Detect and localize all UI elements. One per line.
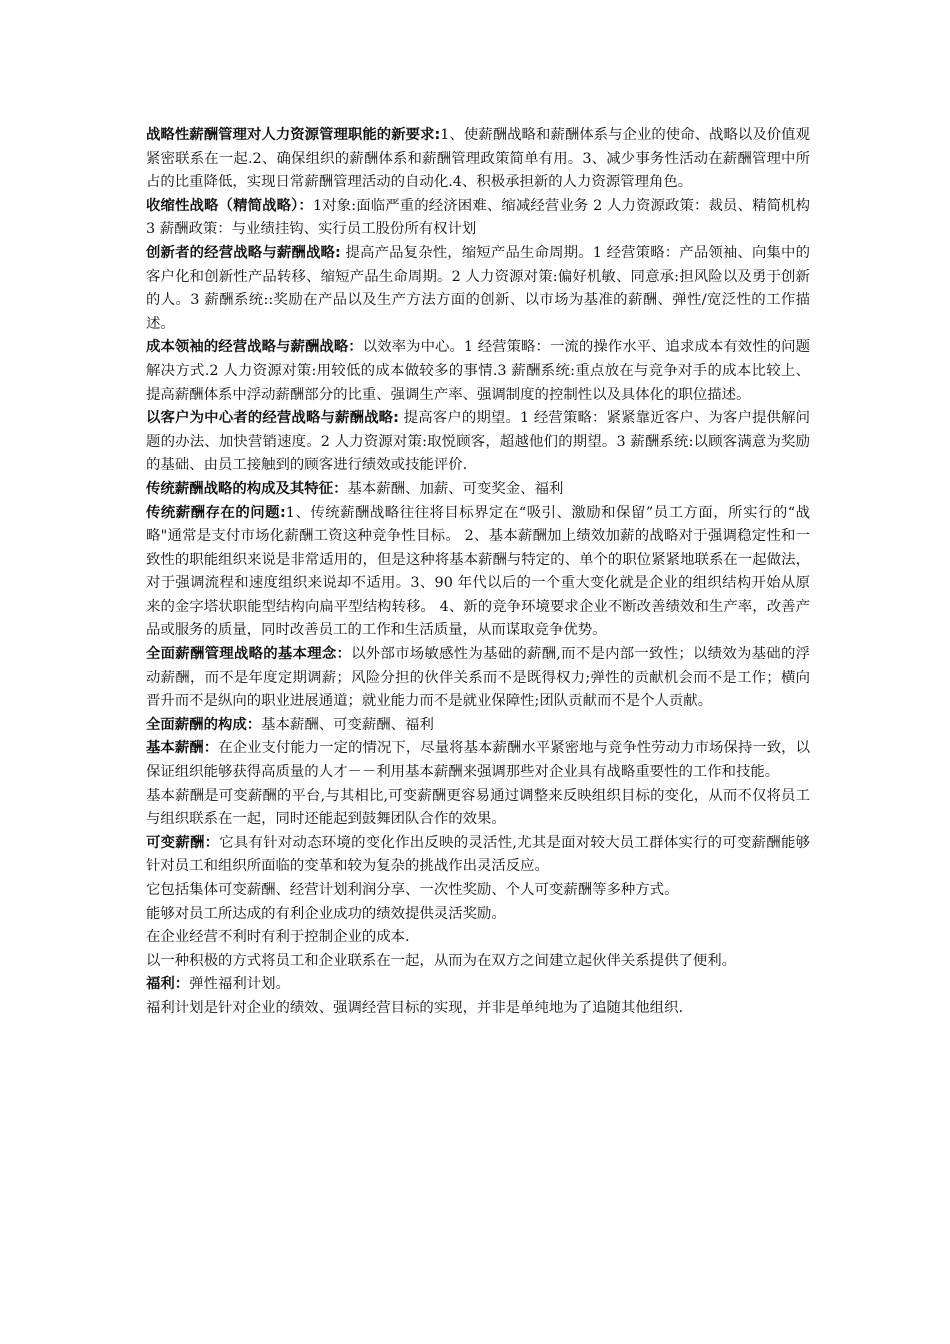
paragraph-text: 提高客户的期望。1 经营策略：紧紧靠近客户、为客户提供解问题的办法、加快营销速度。2 人力资源对策:取悦顾客，超越他们的期望。3 薪酬系统:以顾客满意为奖励的基础、由员工接触到的顾客进行绩效或技能评价. xyxy=(146,410,810,474)
paragraph-total-rewards-philosophy xyxy=(146,643,810,714)
paragraph-benefits-plan xyxy=(146,997,810,1021)
paragraph-variable-pay-benefit-2 xyxy=(146,926,810,950)
paragraph-term: 可变薪酬： xyxy=(146,834,220,851)
paragraph-text: 基本薪酬是可变薪酬的平台,与其相比,可变薪酬更容易通过调整来反映组织目标的变化，从而不仅将员工与组织联系在一起，同时还能起到鼓舞团队合作的效果。 xyxy=(146,787,810,828)
paragraph-variable-pay xyxy=(146,832,810,879)
paragraph-text: 提高产品复杂性，缩短产品生命周期。1 经营策略：产品领袖、向集中的客户化和创新性产品转移、缩短产品生命周期。2 人力资源对策:偏好机敏、同意承:担风险以及勇于创新的人。3 薪酬系统::奖励在产品以及生产方法方面的创新、以市场为基准的薪酬、弹性/宽泛性的工作描述。 xyxy=(146,244,810,332)
paragraph-text: 弹性福利计划。 xyxy=(189,976,290,993)
paragraph-text: 以外部市场敏感性为基础的薪酬,而不是内部一致性；以绩效为基础的浮动薪酬，而不是年度定期调薪；风险分担的伙伴关系而不是既得权力;弹性的贡献机会而不是工作；横向晋升而不是纵向的职业进展通道；就业能力而不是就业保障性;团队贡献而不是个人贡献。 xyxy=(146,646,810,710)
paragraph-term: 收缩性战略（精简战略）： xyxy=(146,197,313,214)
paragraph-cost-leader-strategy xyxy=(146,336,810,407)
paragraph-term: 福利： xyxy=(146,976,190,993)
paragraph-innovator-strategy xyxy=(146,242,810,336)
paragraph-term: 创新者的经营战略与薪酬战略: xyxy=(146,244,341,261)
paragraph-retrenchment-strategy xyxy=(146,195,810,242)
paragraph-base-pay-platform xyxy=(146,785,810,832)
paragraph-text: 以一种积极的方式将员工和企业联系在一起，从而为在双方之间建立起伙伴关系提供了便利。 xyxy=(146,952,737,969)
paragraph-text: 基本薪酬、加薪、可变奖金、福利 xyxy=(347,480,564,497)
paragraph-text: 1、使薪酬战略和薪酬体系与企业的使命、战略以及价值观紧密联系在一起.2、确保组织的薪酬体系和薪酬管理政策简单有用。3、减少事务性活动在薪酬管理中所占的比重降低，实现日常薪酬管理活动的自动化.4、积极承担新的人力资源管理角色。 xyxy=(146,127,810,191)
paragraph-text: 以效率为中心。1 经营策略：一流的操作水平、追求成本有效性的问题解决方式.2 人力资源对策:用较低的成本做较多的事情.3 薪酬系统:重点放在与竞争对手的成本比较上、提高薪酬体系中浮动薪酬部分的比重、强调生产率、强调制度的控制性以及具体化的职位描述。 xyxy=(146,339,810,403)
paragraph-variable-pay-benefit-1 xyxy=(146,903,810,927)
paragraph-text: 它具有针对动态环境的变化作出反映的灵活性,尤其是面对较大员工群体实行的可变薪酬能够针对员工和组织所面临的变革和较为复杂的挑战作出灵活反应。 xyxy=(146,834,810,875)
paragraph-total-rewards-composition xyxy=(146,714,810,738)
paragraph-text: 在企业经营不利时有利于控制企业的成本. xyxy=(146,929,410,946)
paragraph-text: 1对象:面临严重的经济困难、缩减经营业务 2 人力资源政策：裁员、精简机构 3 薪酬政策：与业绩挂钩、实行员工股份所有权计划 xyxy=(146,197,810,238)
paragraph-term: 传统薪酬存在的问题: xyxy=(146,504,286,521)
paragraph-text: 1、传统薪酬战略往往将目标界定在“吸引、激励和保留”员工方面，所实行的“战略"通常是支付市场化薪酬工资这种竞争性目标。 2、基本薪酬加上绩效加薪的战略对于强调稳定性和一致性的职能组织来说是非常适用的，但是这种将基本薪酬与特定的、单个的职位紧紧地联系在一起做法，对于强调流程和速度组织来说却不适用。3、90 年代以后的一个重大变化就是企业的组织结构开始从原来的金字塔状职能型结构向扁平型结构转移。 4、新的竞争环境要求企业不断改善绩效和生产率，改善产品或服务的质量，同时改善员工的工作和生活质量，从而谋取竞争优势。 xyxy=(146,504,810,639)
paragraph-base-pay xyxy=(146,737,810,784)
paragraph-text: 基本薪酬、可变薪酬、福利 xyxy=(261,716,434,733)
paragraph-traditional-pay-problems xyxy=(146,502,810,644)
paragraph-term: 战略性薪酬管理对人力资源管理职能的新要求: xyxy=(146,127,441,143)
paragraph-variable-pay-benefit-3 xyxy=(146,950,810,974)
paragraph-text: 在企业支付能力一定的情况下，尽量将基本薪酬水平紧密地与竞争性劳动力市场保持一致，以保证组织能够获得高质量的人才－－利用基本薪酬来强调那些对企业具有战略重要性的工作和技能。 xyxy=(146,740,810,781)
paragraph-term: 全面薪酬的构成： xyxy=(146,716,262,733)
paragraph-traditional-pay-composition xyxy=(146,478,810,502)
paragraph-benefits xyxy=(146,973,810,997)
paragraph-term: 以客户为中心者的经营战略与薪酬战略: xyxy=(146,410,399,427)
paragraph-strategic-pay-requirements xyxy=(146,124,810,195)
paragraph-text: 福利计划是针对企业的绩效、强调经营目标的实现，并非是单纯地为了追随其他组织. xyxy=(146,999,684,1016)
paragraph-term: 成本领袖的经营战略与薪酬战略： xyxy=(146,339,363,356)
paragraph-term: 全面薪酬管理战略的基本理念： xyxy=(146,646,352,663)
paragraph-term: 传统薪酬战略的构成及其特征： xyxy=(146,480,348,497)
paragraph-customer-centric-strategy xyxy=(146,407,810,478)
paragraph-text: 能够对员工所达成的有利企业成功的绩效提供灵活奖励。 xyxy=(146,905,506,922)
paragraph-term: 基本薪酬： xyxy=(146,740,219,757)
paragraph-variable-pay-forms xyxy=(146,879,810,903)
paragraph-text: 它包括集体可变薪酬、经营计划利润分享、一次性奖励、个人可变薪酬等多种方式。 xyxy=(146,882,679,898)
